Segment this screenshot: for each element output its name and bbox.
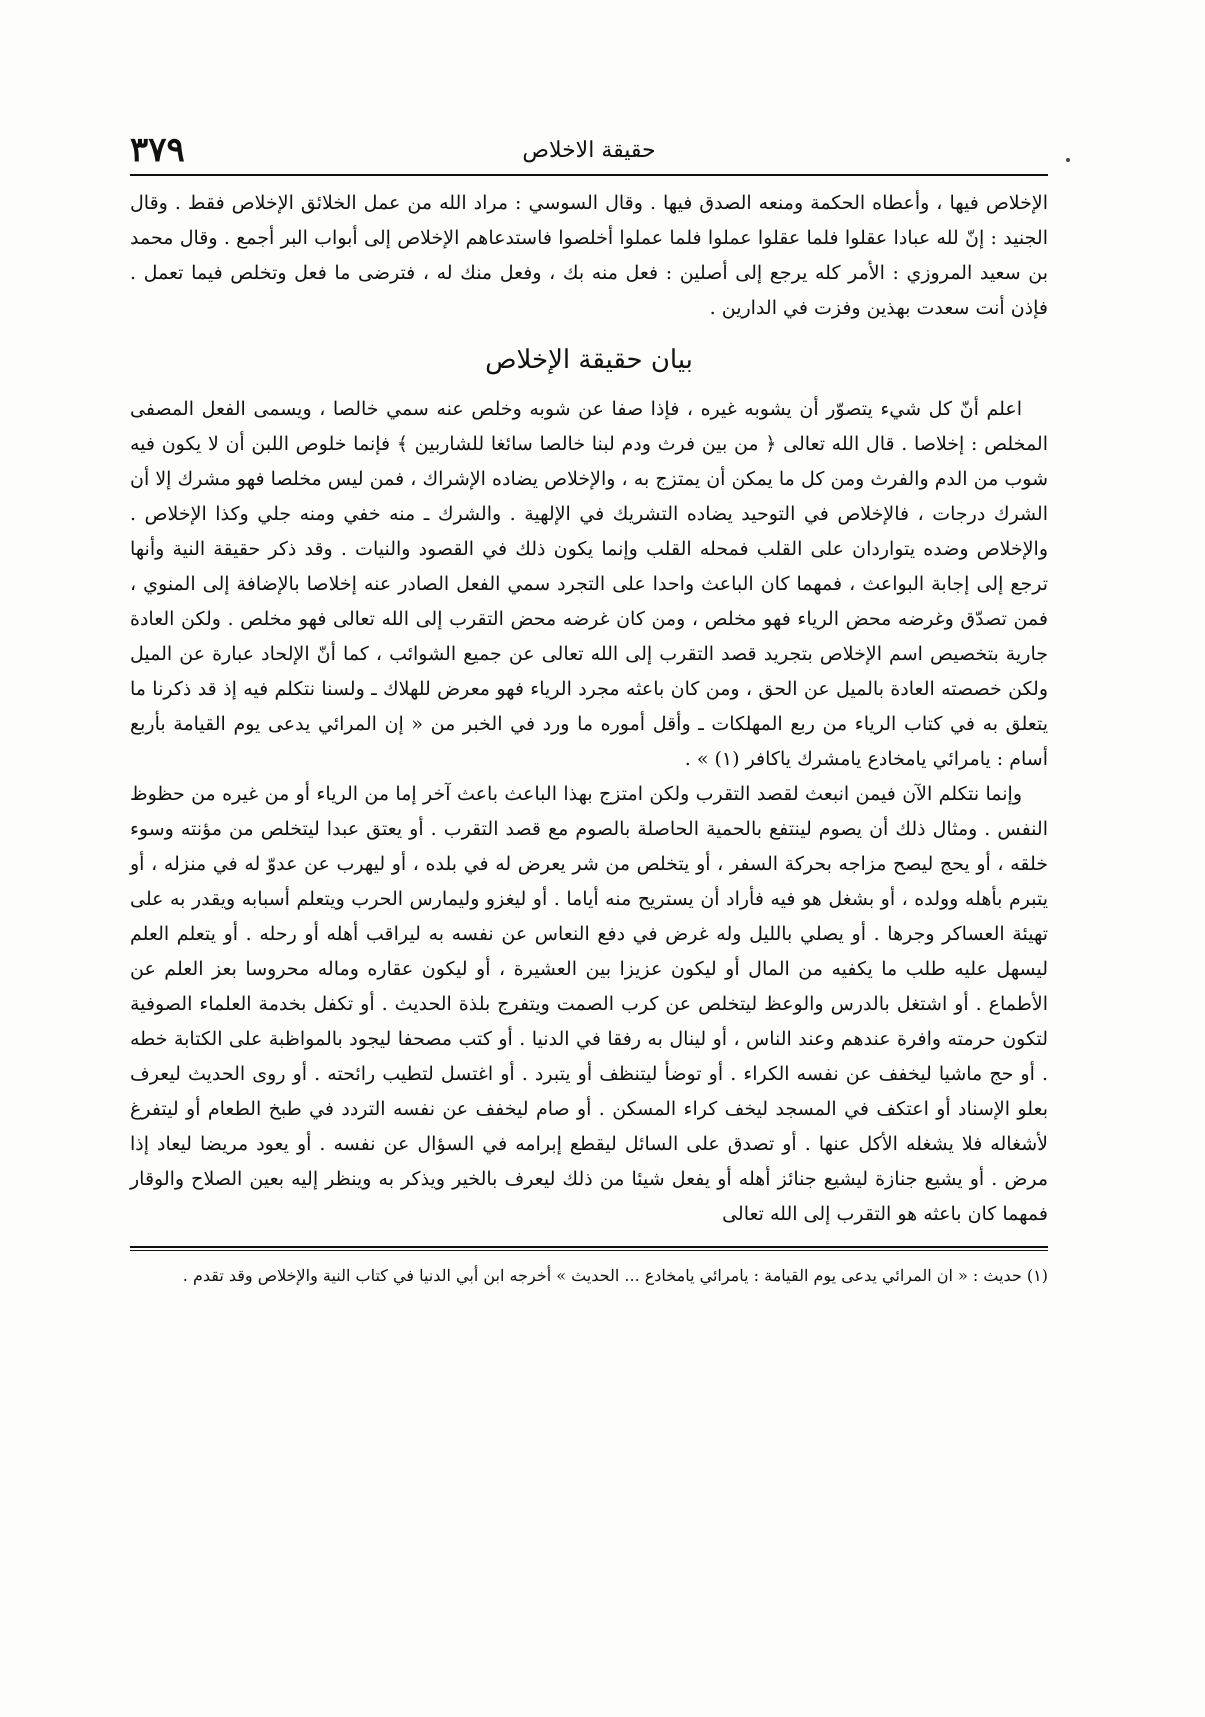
book-page bbox=[130, 130, 1048, 1291]
body-text bbox=[130, 392, 1048, 1232]
section-heading: بيان حقيقة الإخلاص bbox=[485, 345, 693, 375]
intro-paragraph: الإخلاص فيها ، وأعطاه الحكمة ومنعه الصدق فيها . وقال السوسي : مراد الله من عمل الخلائق الإخلاص فقط . وقال الجنيد : إنّ لله عبادا عقلوا فلما عقلوا عملوا فلما عملوا أخلصوا فاستدعاهم الإخلاص إلى أبواب البر أجمع . وقال محمد بن سعيد المروزي : الأمر كله يرجع إلى أصلين : فعل منه بك ، وفعل منك له ، فترضى ما فعل وتخلص فيما تعمل . فإذن أنت سعدت بهذين وفزت في الدارين . bbox=[130, 192, 1048, 319]
page-header bbox=[130, 130, 1048, 176]
margin-dot bbox=[1066, 158, 1070, 162]
running-title: حقيقة الاخلاص bbox=[522, 138, 656, 163]
page-number: ٣٧٩ bbox=[130, 130, 185, 170]
body-paragraph: اعلم أنّ كل شيء يتصوّر أن يشوبه غيره ، فإذا صفا عن شوبه وخلص عنه سمي خالصا ، ويسمى الفعل المصفى المخلص : إخلاصا . قال الله تعالى ﴿ من بين فرث ودم لبنا خالصا سائغا للشاربين ﴾ فإنما خلوص اللبن أن لا يكون فيه شوب من الدم والفرث ومن كل ما يمكن أن يمتزج به ، والإخلاص يضاده الإشراك ، فمن ليس مخلصا فهو مشرك إلا أن الشرك درجات ، فالإخلاص في التوحيد يضاده التشريك في الإلهية . والشرك ـ منه خفي ومنه جلي وكذا الإخلاص . والإخلاص وضده يتواردان على القلب فمحله القلب وإنما يكون ذلك في القصود والنيات . وقد ذكر حقيقة النية وأنها ترجع إلى إجابة البواعث ، فمهما كان الباعث واحدا على التجرد سمي الفعل الصادر عنه إخلاصا بالإضافة إلى المنوي ، فمن تصدّق وغرضه محض الرياء فهو مخلص ، ومن كان غرضه محض التقرب إلى الله تعالى فهو مخلص . ولكن العادة جارية بتخصيص اسم الإخلاص بتجريد قصد التقرب إلى الله تعالى عن جميع الشوائب ، كما أنّ الإلحاد عبارة عن الميل ولكن خصصته العادة بالميل عن الحق ، ومن كان باعثه مجرد الرياء فهو معرض للهلاك ـ ولسنا نتكلم فيه إذ قد ذكرنا ما يتعلق به في كتاب الرياء من ربع المهلكات ـ وأقل أموره ما ورد في الخبر من « إن المرائي يدعى يوم القيامة بأربع أسام : يامرائي يامخادع يامشرك ياكافر (١) » . bbox=[130, 398, 1048, 770]
body-paragraph: وإنما نتكلم الآن فيمن انبعث لقصد التقرب ولكن امتزج بهذا الباعث باعث آخر إما من الرياء أو من غيره من حظوظ النفس . ومثال ذلك أن يصوم لينتفع بالحمية الحاصلة بالصوم مع قصد التقرب . أو يعتق عبدا ليتخلص من مؤنته وسوء خلقه ، أو يحج ليصح مزاجه بحركة السفر ، أو يتخلص من شر يعرض له في بلده ، أو ليهرب عن عدوّ له في منزله ، أو يتبرم بأهله وولده ، أو بشغل هو فيه فأراد أن يستريح منه أياما . أو ليغزو وليمارس الحرب ويتعلم أسبابه ويقدر به على تهيئة العساكر وجرها . أو يصلي بالليل وله غرض في دفع النعاس عن نفسه به ليراقب أهله أو رحله . أو يتعلم العلم ليسهل عليه طلب ما يكفيه من المال أو ليكون عزيزا بين العشيرة ، أو ليكون عقاره وماله محروسا بعز العلم عن الأطماع . أو اشتغل بالدرس والوعظ ليتخلص عن كرب الصمت ويتفرج بلذة الحديث . أو تكفل بخدمة العلماء الصوفية لتكون حرمته وافرة عندهم وعند الناس ، أو لينال به رفقا في الدنيا . أو كتب مصحفا ليجود بالمواظبة على الكتابة خطه . أو حج ماشيا ليخفف عن نفسه الكراء . أو توضأ ليتنظف أو يتبرد . أو اغتسل لتطيب رائحته . أو روى الحديث ليعرف بعلو الإسناد أو اعتكف في المسجد ليخف كراء المسكن . أو صام ليخفف عن نفسه التردد في طبخ الطعام أو ليتفرغ لأشغاله فلا يشغله الأكل عنها . أو تصدق على السائل ليقطع إبرامه في السؤال عن نفسه . أو يعود مريضا ليعاد إذا مرض . أو يشيع جنازة ليشيع جنائز أهله أو يفعل شيئا من ذلك ليعرف بالخير ويذكر به وينظر إليه بعين الصلاح والوقار فمهما كان باعثه هو التقرب إلى الله تعالى bbox=[130, 783, 1048, 1225]
footnote: (١) حديث : « ان المرائي يدعى يوم القيامة : يامرائي يامخادع ... الحديث » أخرجه ابن أبي الدنيا في كتاب النية والإخلاص وقد تقدم . bbox=[182, 1266, 1048, 1285]
intro-text bbox=[130, 186, 1048, 326]
footnote-rule bbox=[130, 1246, 1048, 1251]
